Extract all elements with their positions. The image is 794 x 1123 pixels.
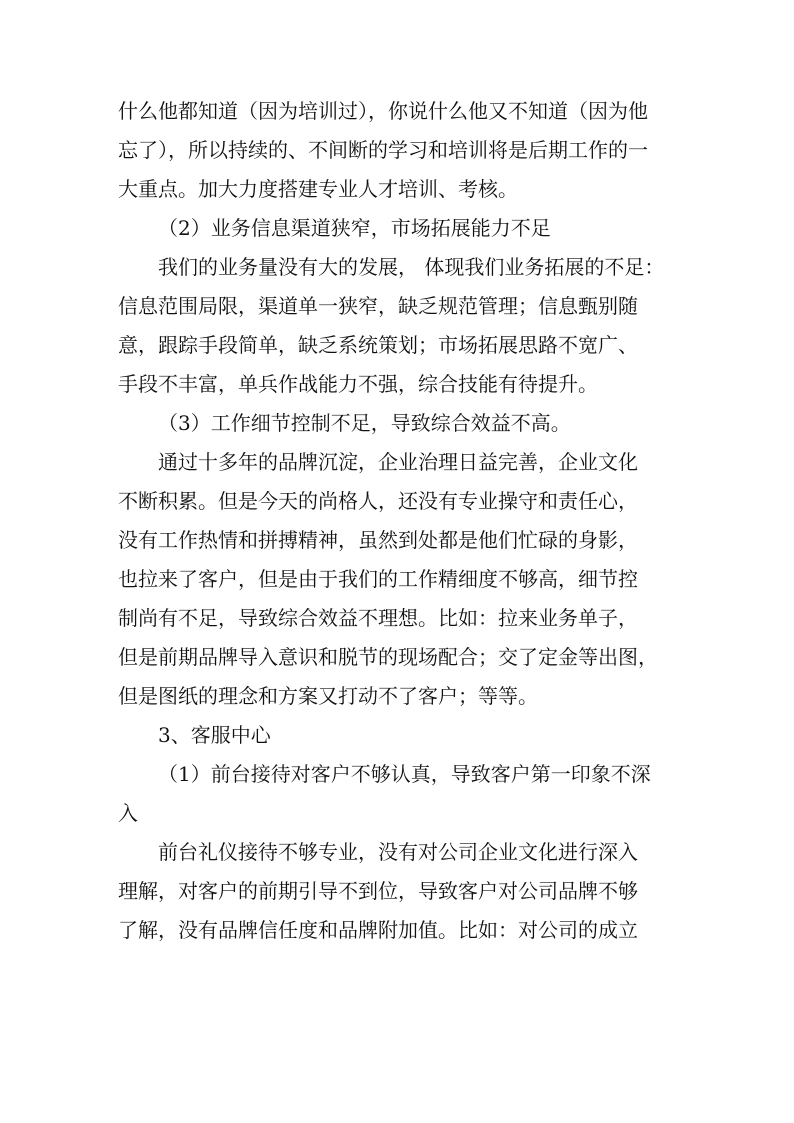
- paragraph-first-line: 前台礼仪接待不够专业，没有对公司企业文化进行深入: [158, 840, 638, 864]
- document-body: [118, 92, 683, 950]
- paragraph-first-line: 我们的业务量没有大的发展， 体现我们业务拓展的不足：: [158, 255, 665, 279]
- text-line: 不断积累。但是今天的尚格人，还没有专业操守和责任心，: [118, 489, 638, 513]
- text-line: 但是前期品牌导入意识和脱节的现场配合；交了定金等出图，: [118, 645, 658, 669]
- text-line: 手段不丰富，单兵作战能力不强，综合技能有待提升。: [118, 372, 598, 396]
- section-heading: （2）业务信息渠道狭窄，市场拓展能力不足: [158, 216, 551, 240]
- text-line: 什么他都知道（因为培训过），你说什么他又不知道（因为他: [118, 99, 648, 123]
- section-heading: （3）工作细节控制不足，导致综合效益不高。: [158, 411, 571, 435]
- text-line: 了解，没有品牌信任度和品牌附加值。比如：对公司的成立: [118, 918, 638, 942]
- text-line: 但是图纸的理念和方案又打动不了客户；等等。: [118, 684, 538, 708]
- section-heading: 3、客服中心: [158, 723, 271, 747]
- text-line: 入: [118, 801, 138, 825]
- text-line: 没有工作热情和拼搏精神，虽然到处都是他们忙碌的身影，: [118, 528, 638, 552]
- text-line: 也拉来了客户，但是由于我们的工作精细度不够高，细节控: [118, 567, 638, 591]
- text-line: 意，跟踪手段简单，缺乏系统策划；市场拓展思路不宽广、: [118, 333, 638, 357]
- subsection-heading: （1）前台接待对客户不够认真，导致客户第一印象不深: [158, 762, 651, 786]
- text-line: 信息范围局限，渠道单一狭窄，缺乏规范管理；信息甄别随: [118, 294, 638, 318]
- text-line: 制尚有不足，导致综合效益不理想。比如：拉来业务单子，: [118, 606, 638, 630]
- text-line: 忘了），所以持续的、不间断的学习和培训将是后期工作的一: [118, 138, 648, 162]
- paragraph-first-line: 通过十多年的品牌沉淀，企业治理日益完善，企业文化: [158, 450, 638, 474]
- text-line: 大重点。加大力度搭建专业人才培训、考核。: [118, 177, 518, 201]
- text-line: 理解，对客户的前期引导不到位，导致客户对公司品牌不够: [118, 879, 638, 903]
